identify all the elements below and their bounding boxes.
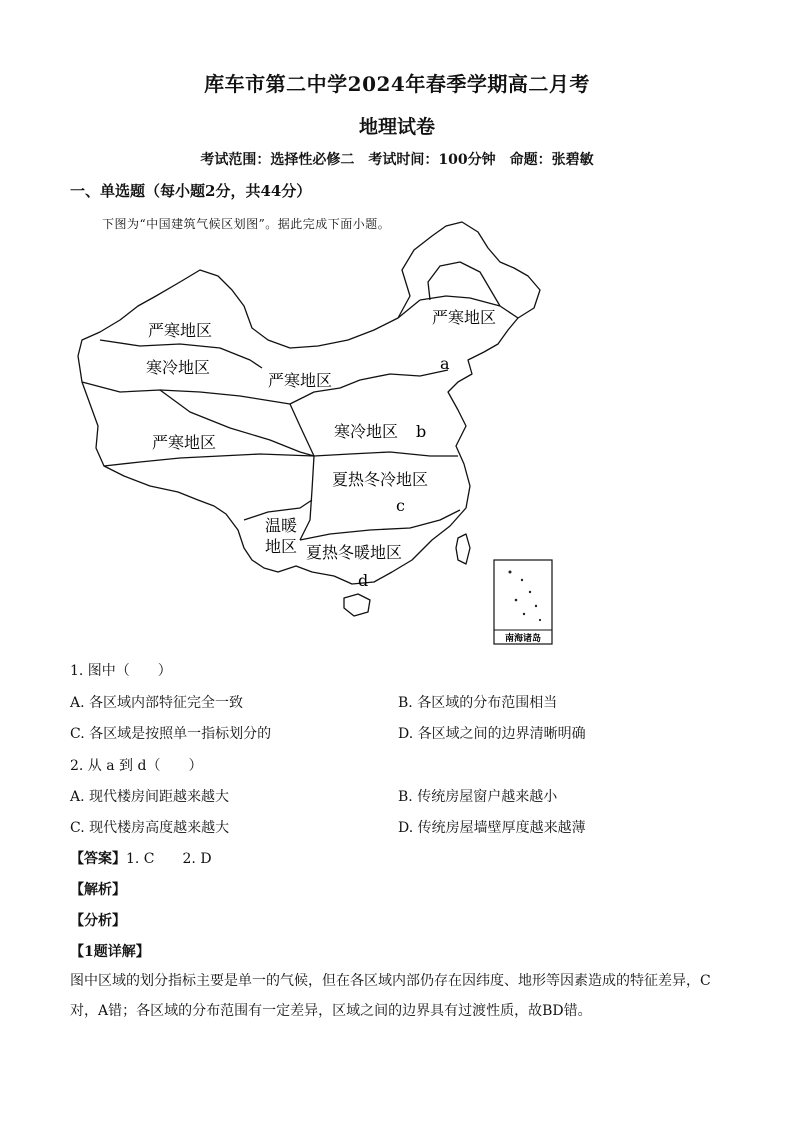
q1-option-a: A. 各区域内部特征完全一致 <box>70 695 244 711</box>
region-label: 严寒地区 <box>152 433 217 452</box>
south-china-sea-inset <box>494 560 552 644</box>
china-outline <box>78 222 540 584</box>
q1-option-d: D. 各区域之间的边界清晰明确 <box>398 726 586 742</box>
q2-option-d: D. 传统房屋墙壁厚度越来越薄 <box>398 820 586 836</box>
exam-subject: 地理试卷 <box>358 116 435 138</box>
answer-label: 【答案】 <box>70 851 126 867</box>
boundary <box>82 382 290 404</box>
point-label: c <box>396 496 405 515</box>
analysis-label: 【解析】 <box>70 882 126 898</box>
inset-label: 南海诸岛 <box>504 634 542 644</box>
point-label: a <box>440 354 450 373</box>
region-label: 寒冷地区 <box>334 422 399 441</box>
hainan-outline <box>344 594 370 616</box>
region-label: 夏热冬暖地区 <box>306 543 403 562</box>
region-label: 严寒地区 <box>268 371 333 390</box>
taiwan-outline <box>456 534 470 564</box>
point-label: d <box>358 571 369 590</box>
question-1-stem: 1. 图中（ ） <box>70 663 172 679</box>
region-label: 温暖 <box>265 516 298 535</box>
q1-option-b: B. 各区域的分布范围相当 <box>398 695 558 711</box>
region-label: 严寒地区 <box>148 321 213 340</box>
point-label: b <box>416 422 427 441</box>
q2-option-a: A. 现代楼房间距越来越大 <box>70 789 230 805</box>
section-heading: 一、单选题（每小题2分，共44分） <box>70 182 312 200</box>
boundary <box>300 510 460 540</box>
q1-option-c: C. 各区域是按照单一指标划分的 <box>70 726 272 742</box>
detail-heading: 【1题详解】 <box>70 944 150 960</box>
boundary <box>398 300 420 318</box>
question-intro: 下图为“中国建筑气候区划图”。据此完成下面小题。 <box>102 217 391 231</box>
detail-body: 图中区域的划分指标主要是单一的气候，但在各区域内部仍存在因纬度、地形等因素造成的特征差异，C对，A错；各区域的分布范围有一定差异，区域之间的边界具有过渡性质，故BD错。 <box>70 973 711 1019</box>
fenxi-label: 【分析】 <box>70 913 126 929</box>
boundary <box>314 452 458 456</box>
boundary <box>428 262 500 306</box>
boundary <box>104 454 314 466</box>
region-label: 地区 <box>265 537 298 556</box>
question-2-stem: 2. 从 a 到 d（ ） <box>70 758 203 774</box>
exam-title: 库车市第二中学2024年春季学期高二月考 <box>204 72 590 96</box>
answer-text: 1. C 2. D <box>126 851 212 867</box>
region-label: 严寒地区 <box>432 308 497 327</box>
exam-info: 考试范围：选择性必修二 考试时间：100分钟 命题：张碧敏 <box>200 152 594 168</box>
q2-option-b: B. 传统房屋窗户越来越小 <box>398 789 558 805</box>
answer-line <box>70 848 212 868</box>
region-label: 夏热冬冷地区 <box>332 470 429 489</box>
region-label: 寒冷地区 <box>146 358 211 377</box>
q2-option-c: C. 现代楼房高度越来越大 <box>70 820 230 836</box>
